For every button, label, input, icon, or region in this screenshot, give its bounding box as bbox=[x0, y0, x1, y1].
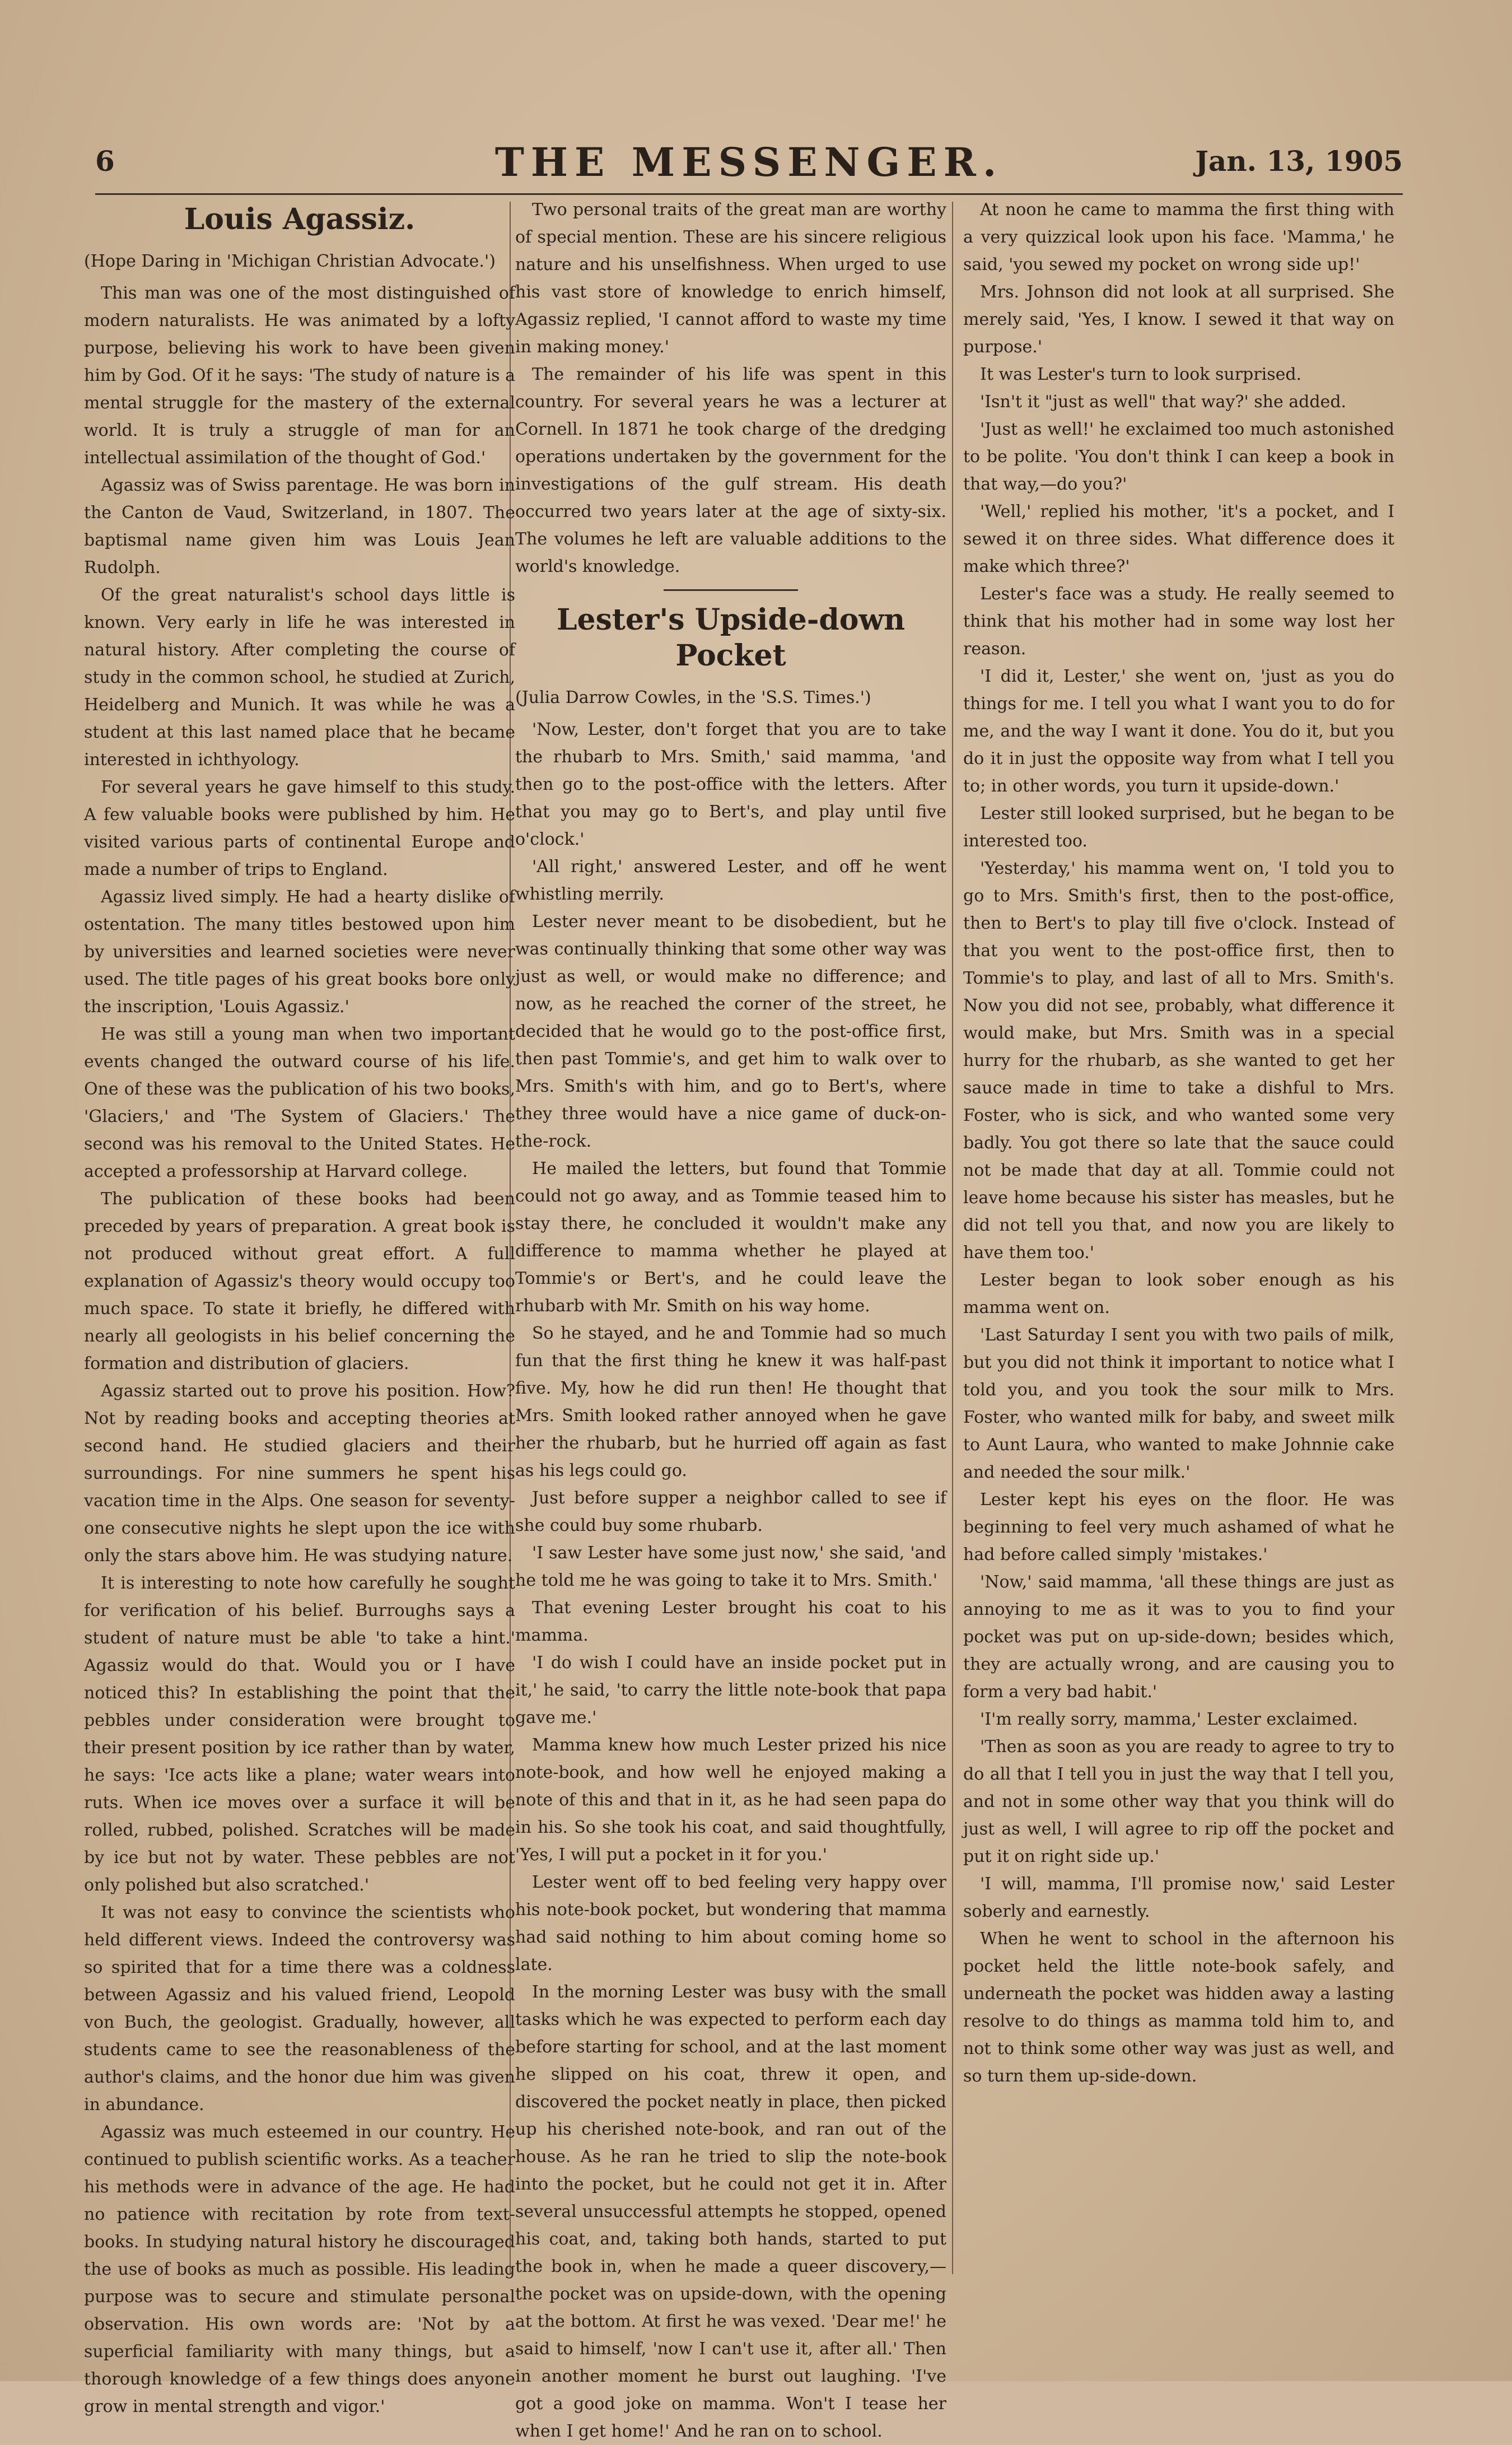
paragraph: Lester went off to bed feeling very happy over his note-book pocket, but wondering that mamma had said nothing to him about coming home so late. bbox=[515, 1873, 946, 1974]
paragraph: Mrs. Johnson did not look at all surprised. She merely said, 'Yes, I know. I sewed it that way on purpose.' bbox=[963, 282, 1394, 357]
paragraph: 'Yesterday,' his mamma went on, 'I told you to go to Mrs. Smith's first, then to the post-office, then to Bert's to play till five o'clock. Instead of that you went to the post-office first, then to Tommie's to play, and last of all to Mrs. Smith's. Now you did not see, probably, what difference it would make, but Mrs. Smith was in a special hurry for the rhubarb, as she wanted to get her sauce made in time to take a dishful to Mrs. Foster, who is sick, and who wanted some very badly. You got there so late that the sauce could not be made that day at all. Tommie could not leave home because his sister has measles, but he did not tell you that, and now you are likely to have them too.' bbox=[963, 859, 1394, 1263]
paragraph: Lester kept his eyes on the floor. He was beginning to feel very much ashamed of what he had before called simply 'mistakes.' bbox=[963, 1490, 1394, 1564]
paragraph: The remainder of his life was spent in this country. For several years he was a lecturer at Cornell. In 1871 he took charge of the dredging operations undertaken by the government for the investigations of the gulf stream. His death occurred two years later at the age of sixty-six. The volumes he left are valuable additions to the world's knowledge. bbox=[515, 365, 946, 576]
column-separator bbox=[952, 202, 953, 2274]
paragraph: In the morning Lester was busy with the small tasks which he was expected to perform each day before starting for school, and at the last moment he slipped on his coat, threw it open, and discovered the pocket neatly in place, then picked up his cherished note-book, and ran out of the house. As he ran he tried to slip the note-book into the pocket, but he could not get it in. After several unsuccessful attempts he stopped, opened his coat, and, taking both hands, started to put the book in, when he made a queer discovery,—the pocket was on upside-down, with the opening at the bottom. At first he was vexed. 'Dear me!' he said to himself, 'now I can't use it, after all.' Then in another moment he burst out laughing. 'I've got a good joke on mamma. Won't I tease her when I get home!' And he ran on to school. bbox=[515, 1982, 946, 2441]
paragraph: 'I did it, Lester,' she went on, 'just as you do things for me. I tell you what I want you to do for me, and the way I want it done. You do it, but you do it in just the opposite way from what I tell you to; in other words, you turn it upside-down.' bbox=[963, 667, 1394, 796]
masthead bbox=[95, 139, 1403, 189]
column-3 bbox=[963, 196, 1394, 2280]
article-title-lester: Lester's Upside-down Pocket bbox=[556, 603, 906, 673]
paragraph: That evening Lester brought his coat to his mamma. bbox=[515, 1598, 946, 1645]
paragraph: Agassiz was much esteemed in our country. He continued to publish scientific works. As a teacher his methods were in advance of the age. He had no patience with recitation by rote from text-books. In studying natural history he discouraged the use of books as much as possible. His leading purpose was to secure and stimulate personal observation. His own words are: 'Not by a superficial familiarity with many things, but a thorough knowledge of a few things does anyone grow in mental strength and vigor.' bbox=[84, 2122, 515, 2416]
paragraph: Lester still looked surprised, but he began to be interested too. bbox=[963, 804, 1394, 851]
paragraph: He mailed the letters, but found that Tommie could not go away, and as Tommie teased him to stay there, he concluded it wouldn't make any difference to mamma whether he played at Tommie's or Bert's, and he could leave the rhubarb with Mr. Smith on his way home. bbox=[515, 1159, 946, 1316]
issue-date: Jan. 13, 1905 bbox=[1195, 145, 1403, 178]
paragraph: At noon he came to mamma the first thing with a very quizzical look upon his face. 'Mamma,' he said, 'you sewed my pocket on wrong side up!' bbox=[963, 200, 1394, 274]
paragraph: For several years he gave himself to this study. A few valuable books were published by him. He visited various parts of continental Europe and made a number of trips to England. bbox=[84, 777, 515, 879]
paragraph: Just before supper a neighbor called to see if she could buy some rhubarb. bbox=[515, 1488, 946, 1535]
paragraph: It was not easy to convince the scientists who held different views. Indeed the controversy was so spirited that for a time there was a coldness between Agassiz and his valued friend, Leopold von Buch, the geologist. Gradually, however, all students came to see the reasonableness of the author's claims, and the honor due him was given in abundance. bbox=[84, 1903, 515, 2115]
paragraph: 'Now,' said mamma, 'all these things are just as annoying to me as it was to you to find your pocket was put on up-side-down; besides which, they are actually wrong, and are causing you to form a very bad habit.' bbox=[963, 1572, 1394, 1702]
paragraph: 'Then as soon as you are ready to agree to try to do all that I tell you in just the way that I tell you, and not in some other way that you think will do just as well, I will agree to rip off the pocket and put it on right side up.' bbox=[963, 1737, 1394, 1866]
paragraph: 'I will, mamma, I'll promise now,' said Lester soberly and earnestly. bbox=[963, 1874, 1394, 1921]
article-byline-agassiz: (Hope Daring in 'Michigan Christian Advocate.') bbox=[84, 252, 496, 271]
paragraph: 'Now, Lester, don't forget that you are to take the rhubarb to Mrs. Smith,' said mamma, 'and then go to the post-office with the letters. After that you may go to Bert's, and play until five o'clock.' bbox=[515, 720, 946, 849]
paragraph: Agassiz started out to prove his position. How? Not by reading books and accepting theories at second hand. He studied glaciers and their surroundings. For nine summers he spent his vacation time in the Alps. One season for seventy-one consecutive nights he slept upon the ice with only the stars above him. He was studying nature. bbox=[84, 1381, 515, 1566]
paragraph: Lester began to look sober enough as his mamma went on. bbox=[963, 1270, 1394, 1317]
column-2 bbox=[515, 196, 946, 2441]
paragraph: It was Lester's turn to look surprised. bbox=[980, 365, 1302, 384]
paragraph: When he went to school in the afternoon his pocket held the little note-book safely, and underneath the pocket was hidden away a lasting resolve to do things as mamma told him to, and not to think some other way was just as well, and so turn them up-side-down. bbox=[963, 1929, 1394, 2086]
paragraph: Agassiz was of Swiss parentage. He was born in the Canton de Vaud, Switzerland, in 1807. The baptismal name given him was Louis Jean Rudolph. bbox=[84, 476, 515, 578]
paragraph: It is interesting to note how carefully he sought for verification of his belief. Burroughs says a student of nature must be able 'to take a hint.' Agassiz would do that. Would you or I have noticed this? In establishing the point that the pebbles under consideration were brought to their present position by ice rather than by water, he says: 'Ice acts like a plane; water wears into ruts. When ice moves over a surface it will be rolled, rubbed, polished. Scratches will be made by ice but not by water. These pebbles are not only polished but also scratched.' bbox=[84, 1573, 515, 1895]
paragraph: 'I saw Lester have some just now,' she said, 'and he told me he was going to take it to Mrs. Smith.' bbox=[515, 1543, 946, 1590]
paragraph: Lester's face was a study. He really seemed to think that his mother had in some way lost her reason. bbox=[963, 584, 1394, 659]
paragraph: 'Last Saturday I sent you with two pails of milk, but you did not think it important to notice what I told you, and you took the sour milk to Mrs. Foster, who wanted milk for baby, and sweet milk to Aunt Laura, who wanted to make Johnnie cake and needed the sour milk.' bbox=[963, 1325, 1394, 1482]
paragraph: Mamma knew how much Lester prized his nice note-book, and how well he enjoyed making a note of this and that in it, as he had seen papa do in his. So she took his coat, and said thoughtfully, 'Yes, I will put a pocket in it for you.' bbox=[515, 1735, 946, 1865]
column-1 bbox=[84, 196, 515, 2416]
paragraph: The publication of these books had been preceded by years of preparation. A great book is not produced without great effort. A full explanation of Agassiz's theory would occupy too much space. To state it briefly, he differed with nearly all geologists in his belief concerning the formation and distribution of glaciers. bbox=[84, 1189, 515, 1373]
paragraph: 'I do wish I could have an inside pocket put in it,' he said, 'to carry the little note-book that papa gave me.' bbox=[515, 1653, 946, 1727]
page-number: 6 bbox=[95, 145, 115, 178]
paragraph: Agassiz lived simply. He had a hearty dislike of ostentation. The many titles bestowed upon him by universities and learned societies were never used. The title pages of his great books bore only the inscription, 'Louis Agassiz.' bbox=[84, 887, 515, 1017]
paragraph: So he stayed, and he and Tommie had so much fun that the first thing he knew it was half-past five. My, how he did run then! He thought that Mrs. Smith looked rather annoyed when he gave her the rhubarb, but he hurried off again as fast as his legs could go. bbox=[515, 1324, 946, 1480]
paragraph: Of the great naturalist's school days little is known. Very early in life he was interested in natural history. After completing the course of study in the common school, he studied at Zurich, Heidelberg and Munich. It was while he was a student at this last named place that he became interested in ichthyology. bbox=[84, 585, 515, 770]
article-byline-lester: (Julia Darrow Cowles, in the 'S.S. Times.') bbox=[515, 688, 871, 707]
paragraph: 'Well,' replied his mother, 'it's a pocket, and I sewed it on three sides. What difference does it make which three?' bbox=[963, 502, 1394, 576]
paragraph: 'All right,' answered Lester, and off he went whistling merrily. bbox=[515, 857, 946, 904]
paragraph: 'I'm really sorry, mamma,' Lester exclaimed. bbox=[980, 1710, 1358, 1729]
publication-title: THE MESSENGER. bbox=[494, 139, 1004, 185]
masthead-rule bbox=[95, 193, 1403, 195]
paragraph: 'Isn't it "just as well" that way?' she added. bbox=[980, 392, 1347, 412]
paragraph: This man was one of the most distinguished of modern naturalists. He was animated by a lofty purpose, believing his work to have been given him by God. Of it he says: 'The study of nature is a mental struggle for the mastery of the external world. It is truly a struggle of man for an intellectual assimilation of the thought of God.' bbox=[84, 283, 515, 468]
paragraph: Lester never meant to be disobedient, but he was continually thinking that some other way was just as well, or would make no difference; and now, as he reached the corner of the street, he decided that he would go to the post-office first, then past Tommie's, and get him to walk over to Mrs. Smith's with him, and go to Bert's, where they three would have a nice game of duck-on-the-rock. bbox=[515, 912, 946, 1151]
paragraph: He was still a young man when two important events changed the outward course of his life. One of these was the publication of his two books, 'Glaciers,' and 'The System of Glaciers.' The second was his removal to the United States. He accepted a professorship at Harvard college. bbox=[84, 1024, 515, 1181]
article-title-agassiz: Louis Agassiz. bbox=[184, 202, 416, 236]
article-divider bbox=[664, 589, 798, 591]
paragraph: Two personal traits of the great man are worthy of special mention. These are his sincere religious nature and his unselfishness. When urged to use his vast store of knowledge to enrich himself, Agassiz replied, 'I cannot afford to waste my time in making money.' bbox=[515, 200, 946, 357]
paragraph: 'Just as well!' he exclaimed too much astonished to be polite. 'You don't think I can keep a book in that way,—do you?' bbox=[963, 420, 1394, 494]
